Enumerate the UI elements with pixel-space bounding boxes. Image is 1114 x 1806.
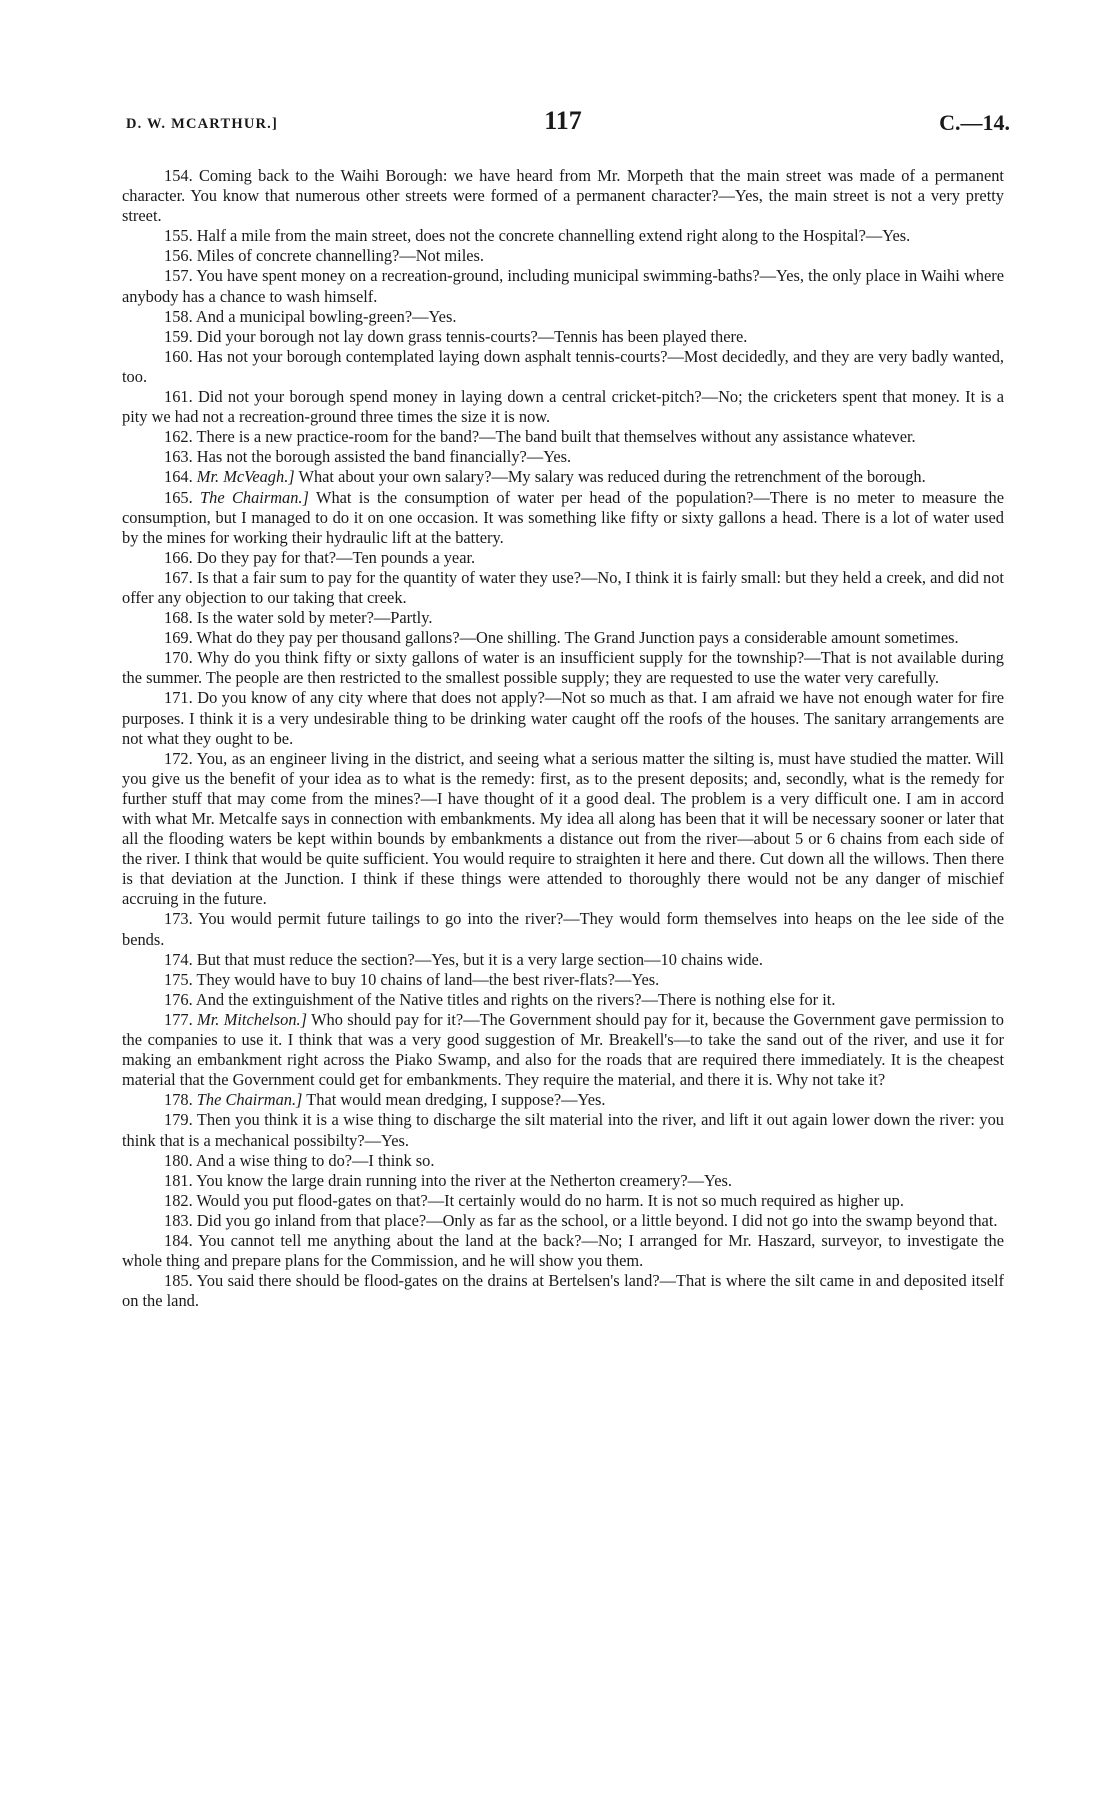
question-answer	[122, 387, 1004, 427]
question-number: 155.	[164, 226, 193, 246]
question-answer	[122, 749, 1004, 910]
speaker-name: Mr. McVeagh.]	[196, 467, 295, 487]
question-answer	[122, 226, 1004, 246]
question-answer-text: Would you put flood-gates on that?—It certainly would do no harm. It is not so much required as higher up.	[196, 1190, 904, 1210]
question-answer	[122, 1271, 1004, 1311]
question-answer	[122, 1090, 1004, 1110]
question-answer-text: Do they pay for that?—Ten pounds a year.	[196, 547, 476, 567]
question-answer-text: And a municipal bowling-green?—Yes.	[195, 306, 457, 326]
question-number: 174.	[164, 949, 193, 969]
question-number: 160.	[164, 346, 193, 366]
question-number: 170.	[164, 648, 193, 668]
question-answer-text: And the extinguishment of the Native titles and rights on the rivers?—There is nothing else for it.	[195, 989, 836, 1009]
question-answer-text: That would mean dredging, I suppose?—Yes.	[306, 1090, 606, 1110]
question-answer	[122, 970, 1004, 990]
question-answer-text: You, as an engineer living in the district, and seeing what a serious matter the silting is, must have studied the matter. Will you give us the benefit of your idea as to what is the remedy: first, as to the present deposits; and, secondly, what is the remedy for further stuff that may come from the mines?—I have thought of it a good deal. The problem is a very difficult one. I am in accord with what Mr. Metcalfe says in connection with embankments. My idea all along has been that it will be necessary sooner or later that all the flooding waters be kept within bounds by embankments a distance out from the river—about 5 or 6 chains from each side of the river. I think that would be quite sufficient. You would require to straighten it here and there. Cut down all the willows. Then there is that deviation at the Junction. I think if these things were attended to thoroughly there would not be any danger of mischief accruing in the future.	[122, 748, 1004, 909]
question-number: 161.	[164, 387, 193, 407]
question-answer-text: Miles of concrete channelling?—Not miles.	[196, 246, 485, 266]
question-number: 154.	[164, 166, 193, 185]
question-number: 184.	[164, 1230, 193, 1250]
question-answer	[122, 1211, 1004, 1231]
question-answer	[122, 488, 1004, 548]
question-answer-text: What is the consumption of water per head of the population?—There is no meter to measure the consumption, but I managed to do it on one occasion. It was something like fifty or sixty gallons a head. There is a lot of water used by the mines for working their hydraulic lift at the battery.	[122, 487, 1004, 547]
question-answer	[122, 1010, 1004, 1090]
question-number: 157.	[164, 266, 193, 286]
question-number: 181.	[164, 1170, 193, 1190]
question-answer-text: Why do you think fifty or sixty gallons of water is an insufficient supply for the township?—That is not available during the summer. The people are then restricted to the smallest possible supply; they are requested to use the water very carefully.	[122, 648, 1004, 688]
question-answer	[122, 950, 1004, 970]
question-answer	[122, 648, 1004, 688]
speaker-name: The Chairman.]	[200, 487, 309, 507]
question-number: 180.	[164, 1150, 193, 1170]
question-number: 162.	[164, 427, 193, 447]
question-answer-text: Is the water sold by meter?—Partly.	[196, 608, 433, 628]
question-number: 163.	[164, 447, 193, 467]
question-answer-text: Has not your borough contemplated laying down asphalt tennis-courts?—Most decidedly, and they are very badly wanted, too.	[122, 346, 1004, 386]
question-number: 179.	[164, 1110, 193, 1130]
question-number: 156.	[164, 246, 193, 266]
question-answer-text: You cannot tell me anything about the land at the back?—No; I arranged for Mr. Haszard, surveyor, to investigate the whole thing and prepare plans for the Commission, and he will show you them.	[122, 1230, 1004, 1271]
question-number: 167.	[164, 567, 193, 587]
question-answer-text: Half a mile from the main street, does not the concrete channelling extend right along to the Hospital?—Yes.	[196, 226, 911, 246]
question-answer	[122, 1151, 1004, 1171]
question-number: 168.	[164, 608, 193, 628]
question-answer-text: You said there should be flood-gates on the drains at Bertelsen's land?—That is where the silt came in and deposited itself on the land.	[122, 1271, 1004, 1311]
speaker-name: Mr. Mitchelson.]	[197, 1009, 308, 1029]
question-number: 169.	[164, 628, 193, 648]
testimony-body	[122, 166, 1004, 1311]
question-number: 177.	[164, 1009, 193, 1029]
question-answer-text: Do you know of any city where that does not apply?—Not so much as that. I am afraid we have not enough water for fire purposes. I think it is a very undesirable thing to be drinking water caught off the roofs of the houses. The sanitary arrangements are not what they ought to be.	[122, 688, 1004, 748]
question-answer-text: Did not your borough spend money in laying down a central cricket-pitch?—No; the cricketers spent that money. It is a pity we had not a recreation-ground three times the size it is now.	[122, 387, 1004, 427]
question-answer	[122, 688, 1004, 748]
question-number: 171.	[164, 688, 193, 708]
question-answer-text: What about your own salary?—My salary was reduced during the retrenchment of the borough.	[298, 467, 926, 487]
question-answer	[122, 266, 1004, 306]
speaker-name: The Chairman.]	[196, 1090, 303, 1110]
question-answer	[122, 467, 1004, 487]
question-answer-text: What do they pay per thousand gallons?—One shilling. The Grand Junction pays a considerable amount sometimes.	[196, 628, 959, 648]
question-answer-text: There is a new practice-room for the band?—The band built that themselves without any assistance whatever.	[196, 427, 916, 447]
question-answer	[122, 347, 1004, 387]
question-answer-text: Who should pay for it?—The Government should pay for it, because the Government gave permission to the companies to use it. I think that was a very good suggestion of Mr. Breakell's—to take the sand out of the river, and use it for making an embankment right across the Piako Swamp, and also for the roads that are required there immediately. It is the cheapest material that the Government could get for embankments. They require the material, and there it is. Why not take it?	[122, 1009, 1004, 1090]
question-number: 176.	[164, 989, 193, 1009]
question-answer-text: Is that a fair sum to pay for the quantity of water they use?—No, I think it is fairly small: but they held a creek, and did not offer any objection to our taking that creek.	[122, 567, 1004, 607]
question-number: 185.	[164, 1271, 193, 1291]
question-number: 164.	[164, 467, 193, 487]
question-answer-text: You have spent money on a recreation-ground, including municipal swimming-baths?—Yes, the only place in Waihi where anybody has a chance to wash himself.	[122, 266, 1004, 306]
question-answer-text: You know the large drain running into the river at the Netherton creamery?—Yes.	[196, 1170, 732, 1190]
question-answer	[122, 568, 1004, 608]
question-answer-text: They would have to buy 10 chains of land—the best river-flats?—Yes.	[196, 969, 660, 989]
question-number: 175.	[164, 969, 193, 989]
question-answer	[122, 447, 1004, 467]
question-number: 173.	[164, 909, 193, 929]
question-answer	[122, 307, 1004, 327]
question-answer-text: But that must reduce the section?—Yes, but it is a very large section—10 chains wide.	[196, 949, 763, 969]
question-number: 158.	[164, 306, 193, 326]
question-answer	[122, 166, 1004, 226]
question-number: 159.	[164, 326, 193, 346]
question-answer	[122, 1231, 1004, 1271]
question-number: 165.	[164, 487, 193, 507]
question-answer	[122, 1191, 1004, 1211]
question-answer	[122, 427, 1004, 447]
question-answer	[122, 246, 1004, 266]
question-answer-text: Coming back to the Waihi Borough: we have heard from Mr. Morpeth that the main street was made of a permanent character. You know that numerous other streets were formed of a permanent character?—Yes, the main street is not a very pretty street.	[122, 166, 1004, 226]
question-answer	[122, 909, 1004, 949]
witness-name: D. W. MCARTHUR.]	[126, 116, 279, 132]
question-answer-text: Did you go inland from that place?—Only as far as the school, or a little beyond. I did not go into the swamp beyond that.	[196, 1210, 998, 1230]
question-answer-text: And a wise thing to do?—I think so.	[195, 1150, 435, 1170]
question-number: 172.	[164, 748, 193, 768]
page-number: 117	[544, 106, 582, 135]
page-header	[122, 106, 1010, 140]
question-number: 178.	[164, 1090, 193, 1110]
question-answer	[122, 1171, 1004, 1191]
question-number: 182.	[164, 1190, 193, 1210]
question-answer-text: Then you think it is a wise thing to discharge the silt material into the river, and lift it out again lower down the river: you think that is a mechanical possibilty?—Yes.	[122, 1110, 1004, 1150]
question-answer-text: You would permit future tailings to go into the river?—They would form themselves into heaps on the lee side of the bends.	[122, 909, 1004, 949]
question-number: 166.	[164, 547, 193, 567]
question-number: 183.	[164, 1210, 193, 1230]
question-answer	[122, 1110, 1004, 1150]
question-answer	[122, 608, 1004, 628]
question-answer	[122, 548, 1004, 568]
question-answer-text: Did your borough not lay down grass tennis-courts?—Tennis has been played there.	[196, 326, 748, 346]
question-answer	[122, 990, 1004, 1010]
document-reference: C.—14.	[939, 110, 1010, 135]
question-answer	[122, 628, 1004, 648]
question-answer	[122, 327, 1004, 347]
question-answer-text: Has not the borough assisted the band financially?—Yes.	[196, 447, 572, 467]
